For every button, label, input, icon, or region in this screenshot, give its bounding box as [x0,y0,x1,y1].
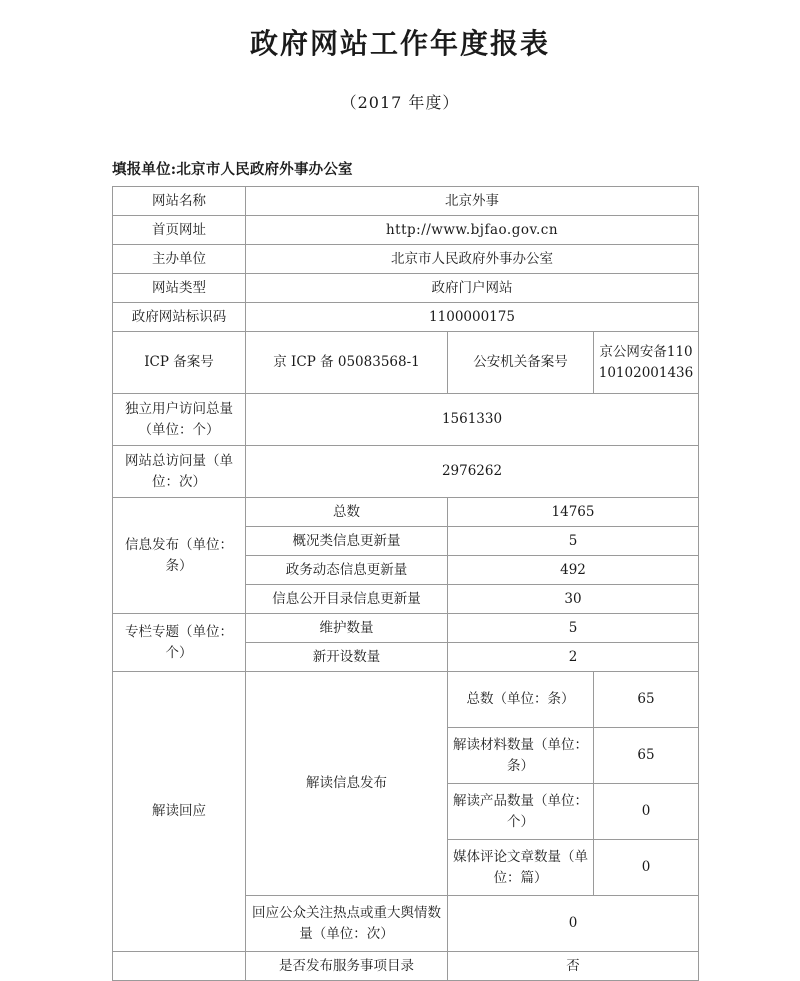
label-info-release-item: 政务动态信息更新量 [246,556,448,585]
table-row-icp [113,332,699,394]
value-site-name: 北京外事 [246,187,699,216]
label-service-catalog: 是否发布服务事项目录 [246,952,448,981]
value-site-type: 政府门户网站 [246,274,699,303]
label-interpretation-item: 解读材料数量（单位：条） [448,728,594,784]
label-interpretation-response: 解读回应 [113,672,246,952]
value-police-record: 京公网安备11010102001436 [594,332,699,394]
label-sponsor: 主办单位 [113,245,246,274]
value-interpretation-item: 0 [594,784,699,840]
table-row-interpretation-total [113,672,699,728]
value-icp: 京 ICP 备 05083568-1 [246,332,448,394]
table-row-total-visits [113,446,699,498]
page-subtitle-year: （2017 年度） [340,93,460,112]
table-row-site-type [113,274,699,303]
label-interpretation-item: 总数（单位：条） [448,672,594,728]
label-site-type: 网站类型 [113,274,246,303]
annual-report-table [112,186,699,981]
label-site-id: 政府网站标识码 [113,303,246,332]
value-info-release-item: 5 [448,527,699,556]
label-interpretation-item: 媒体评论文章数量（单位：篇） [448,840,594,896]
value-service-catalog: 否 [448,952,699,981]
value-hotspot-response: 0 [448,896,699,952]
value-info-release-item: 30 [448,585,699,614]
report-table-container [0,179,800,981]
value-total-visits: 2976262 [246,446,699,498]
label-hotspot-response: 回应公众关注热点或重大舆情数量（单位：次） [246,896,448,952]
label-interpretation-item: 解读产品数量（单位：个） [448,784,594,840]
label-column-topic: 专栏专题（单位：个） [113,614,246,672]
label-homepage: 首页网址 [113,216,246,245]
table-row-column-maintain [113,614,699,643]
table-row-sponsor [113,245,699,274]
label-site-name: 网站名称 [113,187,246,216]
value-sponsor: 北京市人民政府外事办公室 [246,245,699,274]
value-site-id: 1100000175 [246,303,699,332]
value-homepage: http://www.bjfao.gov.cn [246,216,699,245]
table-row-service-catalog [113,952,699,981]
value-column-item: 5 [448,614,699,643]
label-info-release-item: 概况类信息更新量 [246,527,448,556]
label-interpretation-release: 解读信息发布 [246,672,448,896]
table-row-homepage [113,216,699,245]
table-row-unique-visitors [113,394,699,446]
table-row-info-release-total [113,498,699,527]
label-total-visits: 网站总访问量（单位：次） [113,446,246,498]
label-info-release-item: 总数 [246,498,448,527]
label-column-item: 维护数量 [246,614,448,643]
value-interpretation-item: 65 [594,672,699,728]
label-police-record: 公安机关备案号 [448,332,594,394]
value-interpretation-item: 65 [594,728,699,784]
label-info-release-item: 信息公开目录信息更新量 [246,585,448,614]
table-row-site-name [113,187,699,216]
label-empty-cell [113,952,246,981]
value-unique-visitors: 1561330 [246,394,699,446]
value-info-release-item: 492 [448,556,699,585]
value-interpretation-item: 0 [594,840,699,896]
label-info-release: 信息发布（单位：条） [113,498,246,614]
reporting-unit-line: 填报单位:北京市人民政府外事办公室 [112,161,353,178]
label-icp: ICP 备案号 [113,332,246,394]
page-title: 政府网站工作年度报表 [249,27,550,60]
value-info-release-item: 14765 [448,498,699,527]
table-row-site-id [113,303,699,332]
label-column-item: 新开设数量 [246,643,448,672]
value-column-item: 2 [448,643,699,672]
label-unique-visitors: 独立用户访问总量（单位：个） [113,394,246,446]
